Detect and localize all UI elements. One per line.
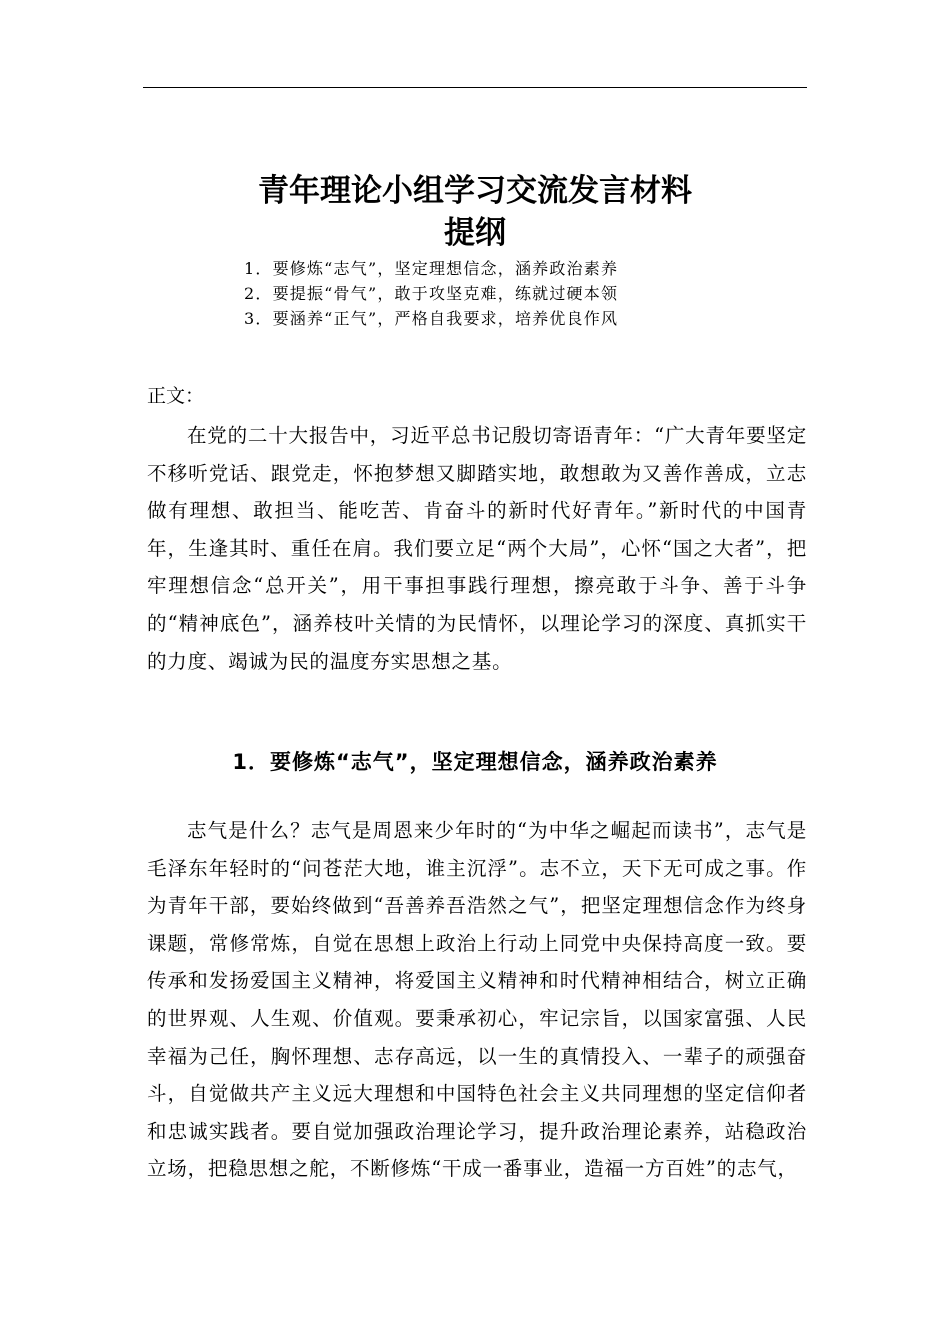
section-heading: 1．要修炼“志气”，坚定理想信念，涵养政治素养 (232, 750, 718, 774)
document-title-subline: 提纲 (444, 215, 506, 251)
section-paragraph: 志气是什么？志气是周恩来少年时的“为中华之崛起而读书”，志气是毛泽东年轻时的“问苍茫大地，谁主沉浮”。志不立，天下无可成之事。作为青年干部，要始终做到“吾善养吾浩然之气”，把坚定理想信念作为终身课题，常修常炼，自觉在思想上政治上行动上同党中央保持高度一致。要传承和发扬爱国主义精神，将爱国主义精神和时代精神相结合，树立正确的世界观、人生观、价值观。要秉承初心，牢记宗旨，以国家富强、人民幸福为己任，胸怀理想、志存高远，以一生的真情投入、一辈子的顽强奋斗，自觉做共产主义远大理想和中国特色社会主义共同理想的坚定信仰者和忠诚实践者。要自觉加强政治理论学习，提升政治理论素养，站稳政治立场，把稳思想之舵，不断修炼“干成一番事业，造福一方百姓”的志气， (147, 819, 807, 1181)
outline-item: 1．要修炼“志气”，坚定理想信念，涵养政治素养 (244, 259, 619, 278)
outline-item: 2．要提振“骨气”，敢于攻坚克难，练就过硬本领 (244, 284, 619, 303)
outline-item: 3．要涵养“正气”，严格自我要求，培养优良作风 (244, 309, 619, 328)
body-label: 正文： (147, 385, 205, 407)
intro-paragraph: 在党的二十大报告中，习近平总书记殷切寄语青年：“广大青年要坚定不移听党话、跟党走，怀抱梦想又脚踏实地，敢想敢为又善作善成，立志做有理想、敢担当、能吃苦、肯奋斗的新时代好青年。”新时代的中国青年，生逢其时、重任在肩。我们要立足“两个大局”，心怀“国之大者”，把牢理想信念“总开关”，用干事担事践行理想，擦亮敢于斗争、善于斗争的“精神底色”，涵养枝叶关情的为民情怀，以理论学习的深度、真抓实干的力度、竭诚为民的温度夯实思想之基。 (147, 424, 807, 673)
outline-list (244, 256, 618, 331)
header-rule (143, 87, 807, 88)
document-title: 青年理论小组学习交流发言材料 (258, 173, 692, 209)
